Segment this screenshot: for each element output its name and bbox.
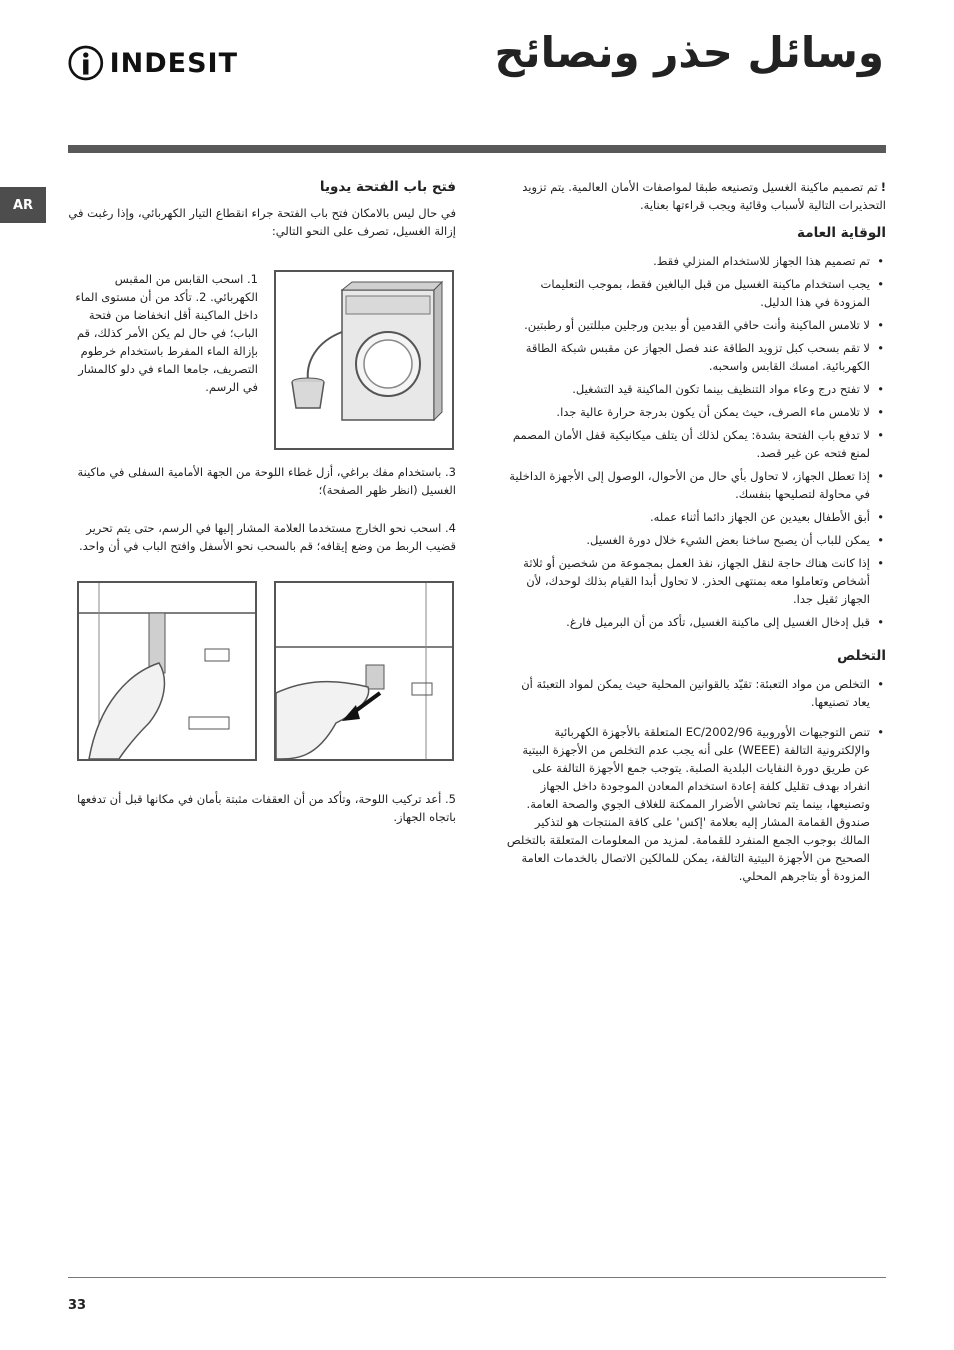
manual-door-column — [68, 178, 456, 250]
hand-pull-icon — [79, 583, 255, 759]
header-rule — [68, 145, 886, 153]
safety-intro — [505, 178, 886, 214]
general-safety-list — [505, 252, 886, 631]
language-tab: AR — [0, 187, 46, 223]
hand-arrow-icon — [276, 583, 452, 759]
list-item: • يجب استخدام ماكينة الغسيل من قبل البالغين فقط، بموجب التعليمات المزودة في هذا الدليل. — [505, 275, 886, 311]
footer-rule — [68, 1277, 886, 1278]
list-item: • تم تصميم هذا الجهاز للاستخدام المنزلي فقط. — [505, 252, 886, 270]
list-item: • لا تلامس الماكينة وأنت حافي القدمين أو بيدين ورجلين مبللتين أو رطبتين. — [505, 316, 886, 334]
safety-column — [505, 178, 886, 890]
list-item: • إذا تعطل الجهاز، لا تحاول بأي حال من الأحوال، الوصول إلى الأجهزة الداخلية في محاولة لتصليحها بنفسك. — [505, 467, 886, 503]
page-title: وسائل حذر ونصائح — [494, 28, 884, 77]
disposal-heading: التخلص — [837, 648, 886, 664]
step-5-text: 5. أعد تركيب اللوحة، وتأكد من أن العقفات مثبتة بأمان في مكانها قبل أن تدفعها باتجاه الجهاز. — [76, 792, 456, 824]
washing-machine-icon — [276, 272, 452, 448]
list-item: • لا تدفع باب الفتحة بشدة: يمكن لذلك أن يتلف ميكانيكية قفل الأمان المصمم لمنع فتحه عن غير قصد. — [505, 426, 886, 462]
pull-tab-illustration — [77, 581, 257, 761]
brand-name: INDESIT — [109, 47, 238, 79]
washing-machine-drain-illustration — [274, 270, 454, 450]
page-number: 33 — [68, 1298, 87, 1313]
step-4-text: 4. اسحب نحو الخارج مستخدما العلامة المشار إليها في الرسم، حتى يتم تحرير قضيب الربط من وضع إيقافه؛ قم بالسحب نحو الأسفل وافتح الباب في أن واحد. — [78, 521, 456, 553]
list-item: • تنص التوجيهات الأوروبية 2002/96/EC المتعلقة بالأجهزة الكهربائية والإلكترونية التالفة (WEEE) على أنه يجب عدم التخلص من الأجهزة البيتية عن طريق دورة النفايات البلدية الصلبة. يتوجب جمع الأجهزة التالفة على انفراد بهدف تقليل كلفة إعادة استخدام المعادن الموجودة داخل الجهاز وتصنيعها، بينما يتم تحاشي الأضرار الممكنة للغلاف الجوي والصحة العامة. صندوق القمامة المشار إليه بعلامة 'إكس' على كافة المنتجات هو لتذكير المالك بوجوب الجمع المنفرد للقمامة. لمزيد من المعلومات المتعلقة بالتخلص الصحيح من الأجهزة البيتية التالفة، يمكن للمالكين الاتصال بالخدمات العامة المزودة أو بتاجرهم المحلي. — [505, 723, 886, 885]
disposal-list — [505, 675, 886, 885]
manual-door-heading: فتح باب الفتحة يدويا — [319, 179, 456, 195]
list-item: • أبق الأطفال بعيدين عن الجهاز دائما أثناء عمله. — [505, 508, 886, 526]
steps-1-2-text: 1. اسحب القابس من المقبس الكهربائي. 2. تأكد من أن مستوى الماء داخل الماكينة أقل انخفاضا من فتحة الباب؛ في حال لم يكن الأمر كذلك، قم بإزالة الماء المفرط باستخدام خرطوم التصريف، جامعا الماء في دلو كالمشار في الرسم. — [75, 272, 258, 394]
manual-door-intro: في حال ليس بالامكان فتح باب الفتحة جراء انقطاع التيار الكهربائي، وإذا رغبت في إزالة الغسيل، تصرف على النحو التالي: — [68, 206, 456, 238]
list-item: • إذا كانت هناك حاجة لنقل الجهاز، نفذ العمل بمجموعة من شخصين أو ثلاثة أشخاص وتعاملوا معه بمنتهى الحذر. لا تحاول أبدا القيام بذلك لوحدك، لأن الجهاز ثقيل جدا. — [505, 554, 886, 608]
list-item: • لا تلامس ماء الصرف، حيث يمكن أن يكون بدرجة حرارة عالية جدا. — [505, 403, 886, 421]
brand-logo — [68, 40, 238, 86]
pull-down-illustration — [274, 581, 454, 761]
list-item: • لا تقم بسحب كبل تزويد الطاقة عند فصل الجهاز عن مقبس شبكة الطاقة الكهربائية. امسك القابس واسحبه. — [505, 339, 886, 375]
indesit-logo-icon — [68, 43, 104, 83]
list-item: • التخلص من مواد التعبئة: تقيّد بالقوانين المحلية حيث يمكن لمواد التعبئة أن يعاد تصنيعها. — [505, 675, 886, 711]
list-item: • قبل إدخال الغسيل إلى ماكينة الغسيل، تأكد من أن البرميل فارغ. — [505, 613, 886, 631]
list-item: • يمكن للباب أن يصبح ساخنا بعض الشيء خلال دورة الغسيل. — [505, 531, 886, 549]
step-3-text: 3. باستخدام مفك براغي، أزل غطاء اللوحة من الجهة الأمامية السفلى في ماكينة الغسيل (انظر ظهر الصفحة)؛ — [77, 465, 456, 497]
warning-mark: ! — [880, 180, 886, 194]
general-safety-heading: الوقاية العامة — [797, 225, 886, 241]
safety-intro-text: تم تصميم ماكينة الغسيل وتصنيعه طبقا لمواصفات الأمان العالمية. يتم تزويد التحذيرات التالية لأسباب وقائية ويجب قراءتها بعناية. — [522, 180, 886, 212]
list-item: • لا تفتح درج وعاء مواد التنظيف بينما تكون الماكينة قيد التشغيل. — [505, 380, 886, 398]
